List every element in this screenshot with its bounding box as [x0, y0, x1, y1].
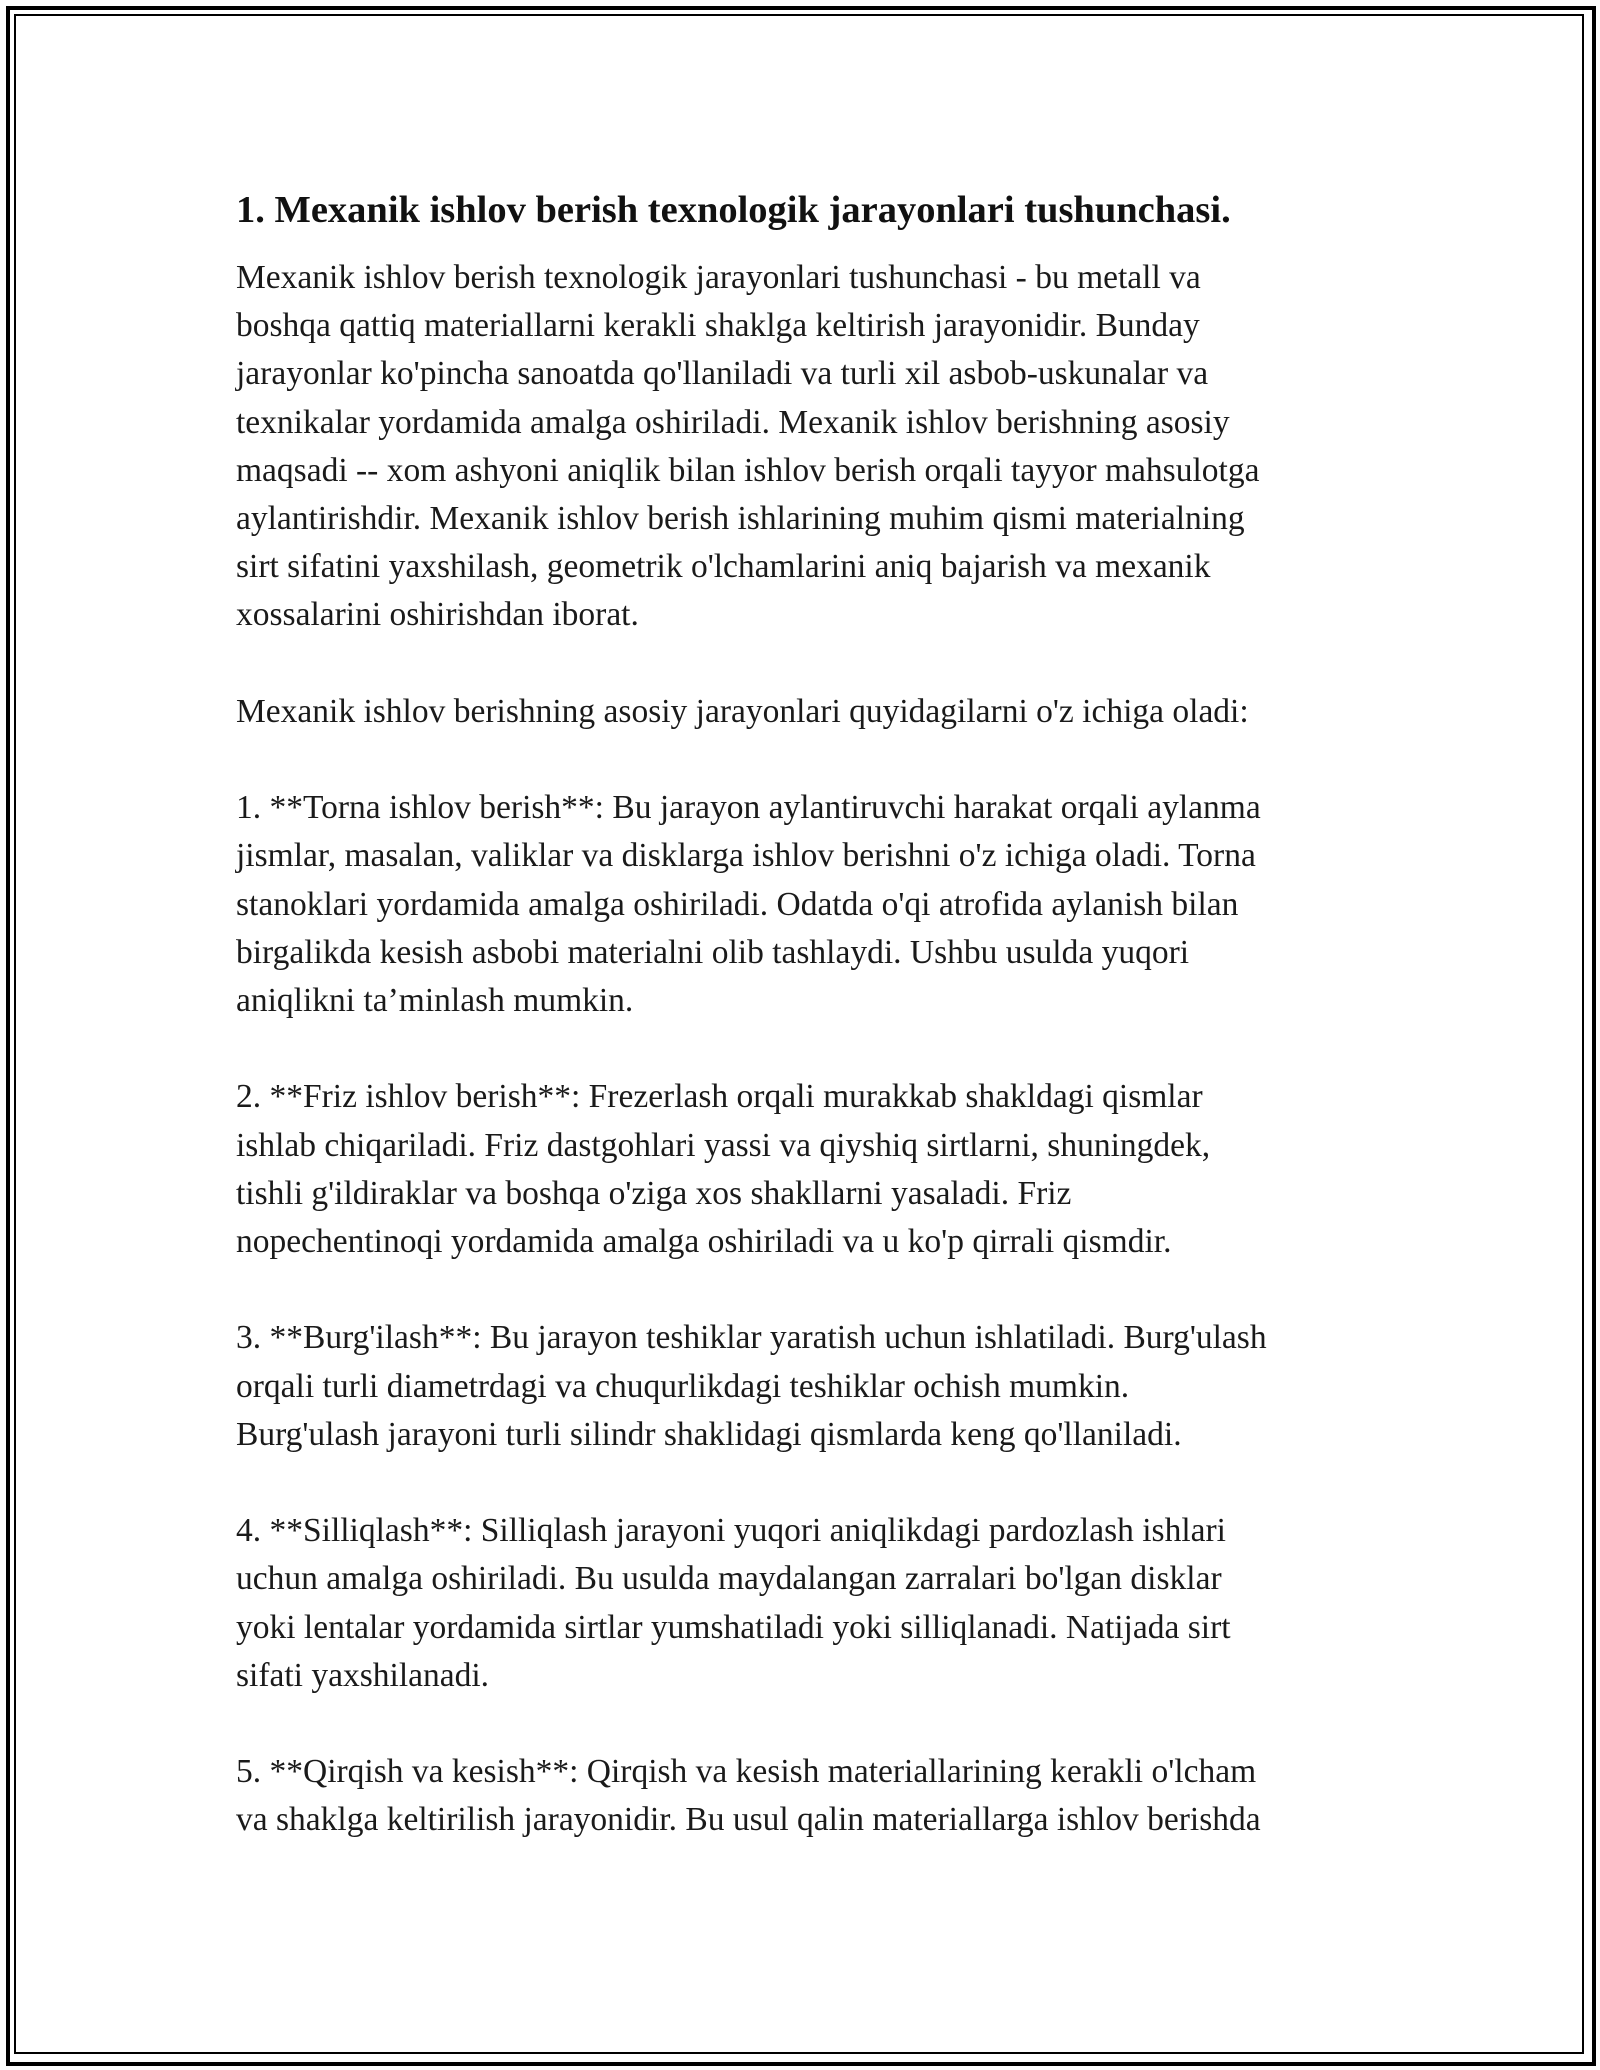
- text-line: 5. **Qirqish va kesish**: Qirqish va kesish materiallarining kerakli o'lcham: [236, 1753, 1257, 1791]
- text-line: texnikalar yordamida amalga oshiriladi. Mexanik ishlov berishning asosiy: [236, 403, 1230, 441]
- list-item-friz: [236, 1073, 1376, 1266]
- list-item-qirqish: [236, 1748, 1376, 1844]
- list-item-torna: [236, 784, 1376, 1025]
- text-line: Mexanik ishlov berishning asosiy jarayonlari quyidagilarni o'z ichiga oladi:: [236, 692, 1249, 730]
- section-heading: 1. Mexanik ishlov berish texnologik jarayonlari tushunchasi.: [236, 189, 1231, 231]
- text-line: 4. **Silliqlash**: Silliqlash jarayoni yuqori aniqlikdagi pardozlash ishlari: [236, 1512, 1226, 1550]
- text-line: boshqa qattiq materiallarni kerakli shaklga keltirish jarayonidir. Bunday: [236, 307, 1200, 345]
- text-line: ishlab chiqariladi. Friz dastgohlari yassi va qiyshiq sirtlarni, shuningdek,: [236, 1126, 1211, 1164]
- text-line: uchun amalga oshiriladi. Bu usulda maydalangan zarralari bo'lgan disklar: [236, 1560, 1222, 1598]
- text-line: maqsadi -- xom ashyoni aniqlik bilan ishlov berish orqali tayyor mahsulotga: [236, 451, 1260, 489]
- text-line: 1. **Torna ishlov berish**: Bu jarayon aylantiruvchi harakat orqali aylanma: [236, 789, 1261, 827]
- intro-paragraph: [236, 254, 1376, 640]
- text-line: birgalikda kesish asbobi materialni olib tashlaydi. Ushbu usulda yuqori: [236, 933, 1190, 971]
- document-body: [236, 186, 1376, 1845]
- list-item-burgilash: [236, 1314, 1376, 1459]
- text-line: Mexanik ishlov berish texnologik jarayonlari tushunchasi - bu metall va: [236, 259, 1201, 296]
- text-line: va shaklga keltirilish jarayonidir. Bu usul qalin materiallarga ishlov berishda: [236, 1801, 1261, 1839]
- text-line: jismlar, masalan, valiklar va disklarga ishlov berishni o'z ichiga oladi. Torna: [236, 837, 1256, 875]
- text-line: jarayonlar ko'pincha sanoatda qo'llaniladi va turli xil asbob-uskunalar va: [236, 355, 1209, 393]
- text-line: orqali turli diametrdagi va chuqurlikdagi teshiklar ochish mumkin.: [236, 1367, 1130, 1405]
- text-line: sirt sifatini yaxshilash, geometrik o'lchamlarini aniq bajarish va mexanik: [236, 548, 1211, 586]
- text-line: Burg'ulash jarayoni turli silindr shaklidagi qismlarda keng qo'llaniladi.: [236, 1415, 1182, 1453]
- list-intro-paragraph: [236, 688, 1376, 736]
- list-item-silliqlash: [236, 1507, 1376, 1700]
- text-line: sifati yaxshilanadi.: [236, 1656, 490, 1694]
- text-line: aylantirishdir. Mexanik ishlov berish ishlarining muhim qismi materialning: [236, 500, 1245, 538]
- text-line: yoki lentalar yordamida sirtlar yumshatiladi yoki silliqlanadi. Natijada sirt: [236, 1608, 1231, 1646]
- text-line: stanoklari yordamida amalga oshiriladi. Odatda o'qi atrofida aylanish bilan: [236, 885, 1239, 923]
- text-line: 2. **Friz ishlov berish**: Frezerlash orqali murakkab shakldagi qismlar: [236, 1078, 1203, 1116]
- text-line: 3. **Burg'ilash**: Bu jarayon teshiklar yaratish uchun ishlatiladi. Burg'ulash: [236, 1319, 1267, 1357]
- text-line: aniqlikni ta’minlash mumkin.: [236, 982, 634, 1020]
- text-line: tishli g'ildiraklar va boshqa o'ziga xos shakllarni yasaladi. Friz: [236, 1174, 1072, 1212]
- text-line: xossalarini oshirishdan iborat.: [236, 596, 639, 634]
- text-line: nopechentinoqi yordamida amalga oshiriladi va u ko'p qirrali qismdir.: [236, 1223, 1172, 1261]
